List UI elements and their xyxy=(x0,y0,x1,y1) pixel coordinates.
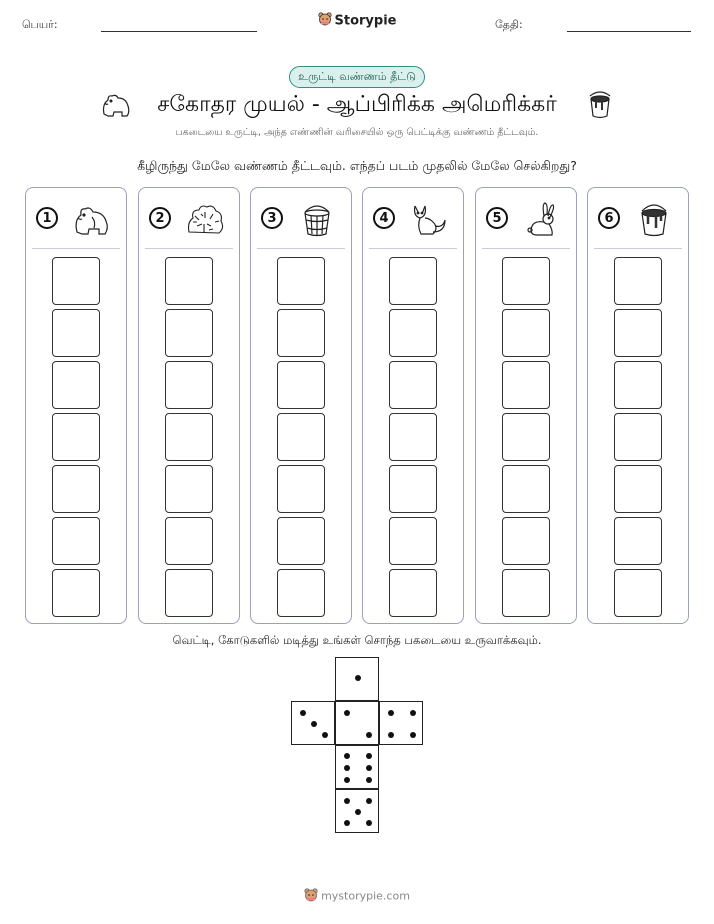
column-number: 4 xyxy=(373,207,395,229)
color-box[interactable] xyxy=(614,569,662,617)
dice-face-4 xyxy=(379,701,423,745)
color-box[interactable] xyxy=(389,309,437,357)
column-number: 2 xyxy=(149,207,171,229)
color-box[interactable] xyxy=(614,361,662,409)
bramble-bush-icon xyxy=(185,202,225,242)
wooden-bucket-icon xyxy=(297,202,337,242)
date-label: தேதி: xyxy=(495,18,523,31)
color-box[interactable] xyxy=(52,361,100,409)
color-box[interactable] xyxy=(52,517,100,565)
color-box[interactable] xyxy=(165,517,213,565)
name-field-line[interactable] xyxy=(101,31,257,32)
column-number: 6 xyxy=(598,207,620,229)
color-box[interactable] xyxy=(614,465,662,513)
column-divider xyxy=(369,248,457,249)
color-box[interactable] xyxy=(614,517,662,565)
color-box[interactable] xyxy=(165,309,213,357)
brand-logo xyxy=(0,12,714,30)
color-box[interactable] xyxy=(165,569,213,617)
color-box[interactable] xyxy=(389,257,437,305)
color-box[interactable] xyxy=(165,465,213,513)
color-box[interactable] xyxy=(389,465,437,513)
tar-bucket-icon xyxy=(586,90,614,124)
column-number: 3 xyxy=(261,207,283,229)
tar-bucket-icon xyxy=(634,202,674,242)
dice-face-2 xyxy=(335,701,379,745)
color-box[interactable] xyxy=(502,569,550,617)
column-number: 1 xyxy=(36,207,58,229)
color-box[interactable] xyxy=(614,257,662,305)
column-1 xyxy=(25,187,127,624)
color-box[interactable] xyxy=(389,517,437,565)
dice-face-3 xyxy=(291,701,335,745)
column-divider xyxy=(257,248,345,249)
column-divider xyxy=(482,248,570,249)
color-box[interactable] xyxy=(502,517,550,565)
page-title: சகோதர முயல் - ஆப்பிரிக்க அமெரிக்கர் xyxy=(157,92,557,117)
cut-fold-instruction: வெட்டி, கோடுகளில் மடித்து உங்கள் சொந்த பகடையை உருவாக்கவும். xyxy=(172,633,542,647)
dice-face-5 xyxy=(335,789,379,833)
column-6 xyxy=(587,187,689,624)
color-box[interactable] xyxy=(502,413,550,461)
color-box[interactable] xyxy=(502,309,550,357)
color-box[interactable] xyxy=(277,517,325,565)
dice-face-6 xyxy=(335,745,379,789)
color-box[interactable] xyxy=(165,361,213,409)
instructions-subtitle: பகடையை உருட்டி, அந்த எண்ணின் வரிசையில் ஒரு பெட்டிக்கு வண்ணம் தீட்டவும். xyxy=(175,127,539,138)
color-box[interactable] xyxy=(277,309,325,357)
color-box[interactable] xyxy=(389,361,437,409)
color-box[interactable] xyxy=(52,413,100,461)
color-box[interactable] xyxy=(52,465,100,513)
fox-icon xyxy=(409,202,449,242)
color-box[interactable] xyxy=(502,257,550,305)
footer xyxy=(0,888,714,905)
color-box[interactable] xyxy=(277,361,325,409)
column-divider xyxy=(32,248,120,249)
color-box[interactable] xyxy=(277,465,325,513)
color-box[interactable] xyxy=(277,257,325,305)
color-box[interactable] xyxy=(165,413,213,461)
column-3 xyxy=(250,187,352,624)
bear-icon xyxy=(72,202,112,242)
color-box[interactable] xyxy=(277,569,325,617)
column-divider xyxy=(594,248,682,249)
column-4 xyxy=(362,187,464,624)
color-box[interactable] xyxy=(52,569,100,617)
color-box[interactable] xyxy=(389,413,437,461)
date-field-line[interactable] xyxy=(567,31,691,32)
column-2 xyxy=(138,187,240,624)
color-box[interactable] xyxy=(277,413,325,461)
color-box[interactable] xyxy=(614,413,662,461)
color-box[interactable] xyxy=(614,309,662,357)
column-number: 5 xyxy=(486,207,508,229)
color-box[interactable] xyxy=(502,361,550,409)
name-label: பெயர்: xyxy=(22,18,58,31)
color-box[interactable] xyxy=(502,465,550,513)
column-5 xyxy=(475,187,577,624)
storypie-bear-icon xyxy=(304,888,318,905)
color-box[interactable] xyxy=(165,257,213,305)
column-divider xyxy=(145,248,233,249)
rabbit-icon xyxy=(522,202,562,242)
footer-url[interactable]: mystorypie.com xyxy=(321,889,410,903)
storypie-bear-icon xyxy=(318,12,332,30)
activity-badge: உருட்டி வண்ணம் தீட்டு xyxy=(289,66,425,88)
brand-name: Storypie xyxy=(334,13,397,29)
dice-face-1 xyxy=(335,657,379,701)
color-box[interactable] xyxy=(52,309,100,357)
color-box[interactable] xyxy=(52,257,100,305)
question-text: கீழிருந்து மேலே வண்ணம் தீட்டவும். எந்தப் படம் முதலில் மேலே செல்கிறது? xyxy=(137,158,577,173)
color-box[interactable] xyxy=(389,569,437,617)
